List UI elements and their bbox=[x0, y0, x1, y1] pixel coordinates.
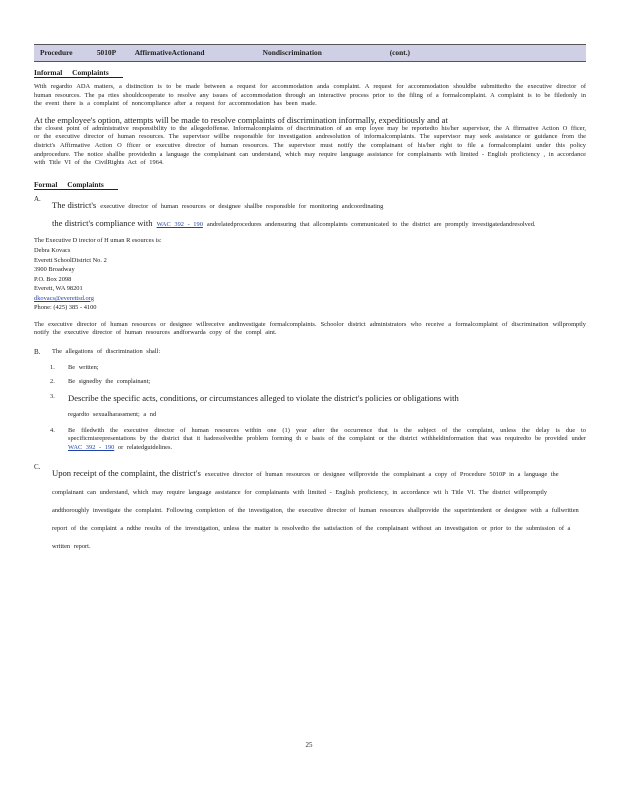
receive-paragraph: The executive director of human resources or designee willreceive andinvestigate formalcomplaints. Schoolor district administrators who receive a formalcomplaint of discrimination willpromptly notify the executive director of human resources andforwarda copy of the compl aint. bbox=[34, 320, 586, 337]
contact-name: Debra Kovacs bbox=[34, 247, 71, 255]
contact-city: Everett, WA 98201 bbox=[34, 285, 83, 293]
b-item-1-text: Be written; bbox=[68, 363, 99, 371]
section-c-label: C. bbox=[34, 462, 41, 471]
section-a-lead: The district's bbox=[52, 199, 97, 210]
section-c-text: executive director of human resources or designee willprovide the complainant a copy of Procedure 5010P in a language the complainant can understand, which may require language assistance for complainants with limited - English proficiency, in accordance wit h Title VI. The district willpromptly andthoroughly investigate the complaint. Following completion of the investigation, the executive director of human resources shallprovide the superintendent or designee with a fullwritten report of the complaint a ndthe results of the investigation, unless the matter is resolvedto the satisfaction of the complainant without an investigation or prior to the submission of a written report. bbox=[52, 470, 579, 550]
header-title: AffirmativeActionand bbox=[134, 48, 205, 57]
b-item-4-text-2: or relatedguidelines. bbox=[117, 443, 173, 451]
informal-body: the closest point of administrative responsibility to the allegedoffense. Informalcomplaints of discrimination of an emp loyee may be reportedto his/her supervisor, the A ffirmative Action O fficer, or the executive director of human resources. The supervisor willbe responsible for investigation andresolution of informalcomplaints. The supervisor may seek assistance or guidance from the district's Affirmative Action O fficer or executive director of human resources. The supervisor must notify the complainant of his/her right to file a formalcomplaint under this policy andprocedure. The notice shallbe providedin a language the complainant can understand, which may require language assistance for complainants with limited - English proficiency , in accordance with Title VI of the CivilRights Act of 1964. bbox=[34, 124, 586, 167]
page-number: 25 bbox=[305, 741, 313, 749]
b-item-3-text: regardto sexualharassment; a nd bbox=[68, 410, 157, 418]
contact-block bbox=[34, 236, 586, 313]
contact-intro: The Executive D irector of H uman R esources is: bbox=[34, 236, 162, 244]
informal-lead: At the employee's option, attempts will be made to resolve complaints of discrimination informally, expeditiously and at bbox=[34, 114, 448, 125]
b-item-4 bbox=[50, 427, 586, 453]
b-item-3-lead: Describe the specific acts, conditions, or circumstances alleged to violate the district's policies or obligations with bbox=[68, 392, 459, 403]
contact-street: 3900 Broadway bbox=[34, 266, 75, 274]
document-page bbox=[34, 44, 586, 558]
header-cont: (cont.) bbox=[389, 48, 411, 57]
b-item-3-num: 3. bbox=[50, 392, 55, 400]
section-a-lead-2: the district's compliance with bbox=[52, 217, 153, 228]
b-item-1 bbox=[50, 364, 586, 373]
header-number: 5010P bbox=[96, 48, 116, 57]
informal-complaints-heading: Informal Complaints bbox=[34, 68, 123, 78]
informal-paragraph bbox=[34, 115, 586, 168]
section-b-text: The allegations of discrimination shall: bbox=[52, 347, 161, 355]
header-title-2: Nondiscrimination bbox=[262, 48, 322, 57]
section-a-text-1: executive director of human resources or designee shallbe responsible for monitoring andcoordinating bbox=[100, 202, 384, 210]
contact-po-box: P.O. Box 2098 bbox=[34, 275, 72, 283]
b-item-1-num: 1. bbox=[50, 363, 55, 371]
contact-email-link[interactable]: dkovacs@everettsd.org bbox=[34, 294, 94, 302]
section-b-label: B. bbox=[34, 347, 41, 356]
wac-link-b4[interactable]: WAC 392 - 190 bbox=[68, 443, 115, 451]
contact-org: Everett SchoolDistrict No. 2 bbox=[34, 256, 107, 264]
section-c bbox=[34, 463, 586, 553]
procedure-header bbox=[34, 44, 586, 62]
b-item-4-num: 4. bbox=[50, 426, 55, 434]
wac-link-a[interactable]: WAC 392 - 190 bbox=[156, 220, 203, 228]
b-item-2 bbox=[50, 378, 586, 387]
b-item-2-text: Be signedby the complainant; bbox=[68, 378, 151, 386]
section-a-text-2: andrelatedprocedures andensuring that allcomplaints communicated to the district are promptly investigatedandresolved. bbox=[206, 220, 536, 228]
section-a-label: A. bbox=[34, 194, 41, 203]
b-item-3 bbox=[50, 393, 586, 421]
section-a bbox=[34, 195, 586, 231]
ada-paragraph: With regardto ADA matters, a distinction is to be made between a request for accommodation anda complaint. A request for accommodation shouldbe submittedto the executive director of human resources. The pa rties shouldcooperate to resolve any issues of accommodation through an interactive process prior to the filing of a formalcomplaint. A complaint is to be filedonly in the event there is a complaint of noncompliance after a request for accommodation has been made. bbox=[34, 83, 586, 108]
formal-complaints-heading: Formal Complaints bbox=[34, 180, 118, 190]
contact-phone: Phone: (425) 385 - 4100 bbox=[34, 304, 97, 312]
section-c-lead: Upon receipt of the complaint, the district's bbox=[52, 467, 201, 478]
section-b bbox=[34, 348, 586, 357]
b-item-2-num: 2. bbox=[50, 378, 55, 386]
b-item-4-text-1: Be filedwith the executive director of human resources within one (1) year after the occurrence that is the subject of the complaint, unless the delay is due to specificmisrepresentations by the district that it hadresolvedthe problem forming th e basis of the complaint or the district withheldinformation that was requiredto be provided under bbox=[68, 426, 586, 443]
header-procedure: Procedure bbox=[40, 48, 73, 57]
